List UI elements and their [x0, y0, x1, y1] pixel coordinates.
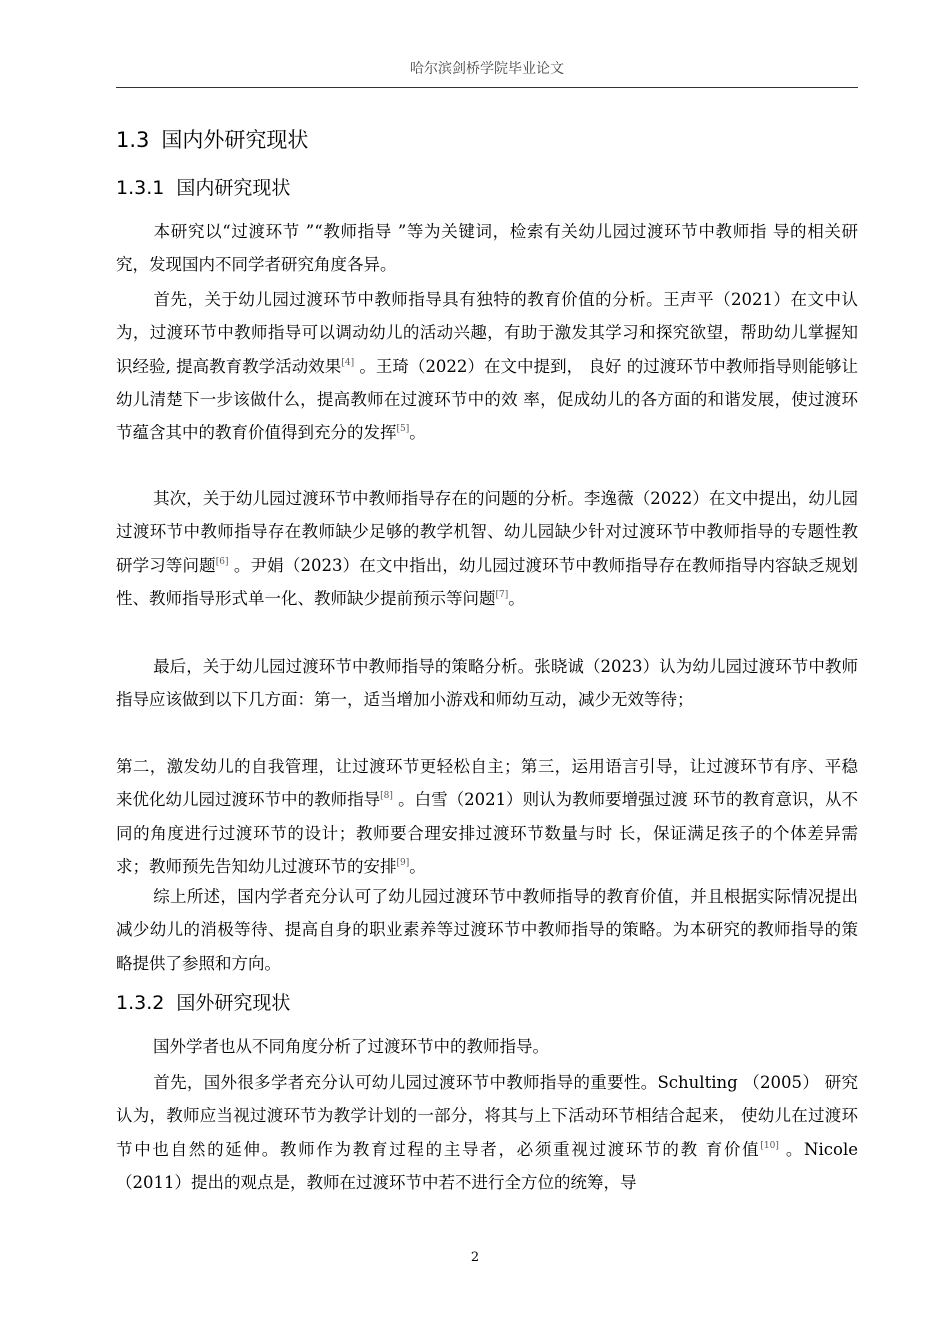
page-number: 2	[470, 1250, 480, 1265]
paragraph-text: 国外学者也从不同角度分析了过渡环节中的教师指导。	[153, 1037, 549, 1056]
paragraph-text: 。	[409, 423, 426, 443]
citation-ref: [4]	[341, 357, 355, 368]
paragraph-text: 。王琦（2022）在文中提到， 良好 的过渡环节中教师指导则能够让幼儿清楚下一步该做什么，提高教师在过渡环节中的效 率，促成幼儿的各方面的和谐发展，使过渡环节蕴含其中的教育价值得到充分的发挥	[116, 356, 858, 443]
subsection-number: 1.3.2	[116, 992, 165, 1014]
citation-ref: [8]	[380, 791, 393, 802]
paragraph	[116, 482, 858, 615]
subsection-title: 国内研究现状	[176, 177, 291, 199]
paragraph-text: 。	[409, 856, 426, 876]
paragraph	[116, 215, 858, 282]
paragraph-text: 本研究以“过渡环节 ”“教师指导 ”等为关键词，检索有关幼儿园过渡环节中教师指 导的相关研究，发现国内不同学者研究角度各异。	[116, 222, 858, 275]
paragraph-text: 最后，关于幼儿园过渡环节中教师指导的策略分析。张晓诚（2023）认为幼儿园过渡环节中教师指导应该做到以下几方面：第一，适当增加小游戏和师幼互动，减少无效等待；	[116, 657, 858, 710]
paragraph-text: 。Nicole（2011）提出的观点是，教师在过渡环节中若不进行全方位的统筹，导	[116, 1139, 858, 1192]
subsection-number: 1.3.1	[116, 177, 165, 199]
paragraph-text: 综上所述，国内学者充分认可了幼儿园过渡环节中教师指导的教育价值，并且根据实际情况提出减少幼儿的消极等待、提高自身的职业素养等过渡环节中教师指导的策略。为本研究的教师指导的策略提供了参照和方向。	[116, 887, 858, 973]
paragraph	[116, 283, 858, 449]
paragraph-text: 。尹娟（2023）在文中指出，幼儿园过渡环节中教师指导存在教师指导内容缺乏规划性、教师指导形式单一化、教师缺少提前预示等问题	[116, 555, 858, 608]
subsection-heading-domestic	[116, 173, 290, 203]
running-header: 哈尔滨剑桥学院毕业论文	[410, 61, 564, 77]
paragraph	[116, 1066, 858, 1199]
section-heading	[116, 124, 308, 156]
subsection-heading-foreign	[116, 988, 290, 1018]
paragraph-text: 。	[508, 588, 525, 608]
paragraph	[116, 880, 858, 980]
paragraph-text: 其次，关于幼儿园过渡环节中教师指导存在的问题的分析。李逸薇（2022）在文中提出，幼儿园过渡环节中教师指导存在教师缺少足够的教学机智、幼儿园缺少针对过渡环节中教师指导的专题性教研学习等问题	[116, 489, 858, 575]
paragraph-text: 首先，关于幼儿园过渡环节中教师指导具有独特的教育价值的分析。王声平（2021）在文中认为，过渡环节中教师指导可以调动幼儿的活动兴趣，有助于激发其学习和探究欲望，帮助幼儿掌握知识经验, 提高教育教学活动效果	[116, 290, 858, 376]
citation-ref: [6]	[215, 556, 229, 567]
citation-ref: [10]	[760, 1140, 779, 1151]
section-title: 国内外研究现状	[161, 128, 309, 152]
header-divider	[116, 87, 858, 88]
citation-ref: [5]	[396, 424, 410, 435]
section-number: 1.3	[116, 128, 150, 152]
subsection-title: 国外研究现状	[176, 992, 291, 1014]
paragraph	[116, 650, 858, 717]
paragraph	[116, 1030, 858, 1063]
paragraph-text: 第二，激发幼儿的自我管理，让过渡环节更轻松自主；第三，运用语言引导，让过渡环节有序、平稳来优化幼儿园过渡环节中的教师指导	[116, 757, 858, 810]
paragraph	[116, 750, 858, 883]
paragraph-text: 。白雪（2021）则认为教师要增强过渡 环节的教育意识，从不同的角度进行过渡环节的设计；教师要合理安排过渡环节数量与时 长，保证满足孩子的个体差异需求；教师预先告知幼儿过渡环节的安排	[116, 790, 859, 876]
paragraph-text: 首先，国外很多学者充分认可幼儿园过渡环节中教师指导的重要性。Schulting （2005） 研究认为，教师应当视过渡环节为教学计划的一部分，将其与上下活动环节相结合起来， 使幼儿在过渡环节中也自然的延伸。教师作为教育过程的主导者，必须重视过渡环节的教 育价值	[116, 1073, 858, 1159]
citation-ref: [7]	[495, 589, 509, 600]
citation-ref: [9]	[396, 857, 410, 868]
